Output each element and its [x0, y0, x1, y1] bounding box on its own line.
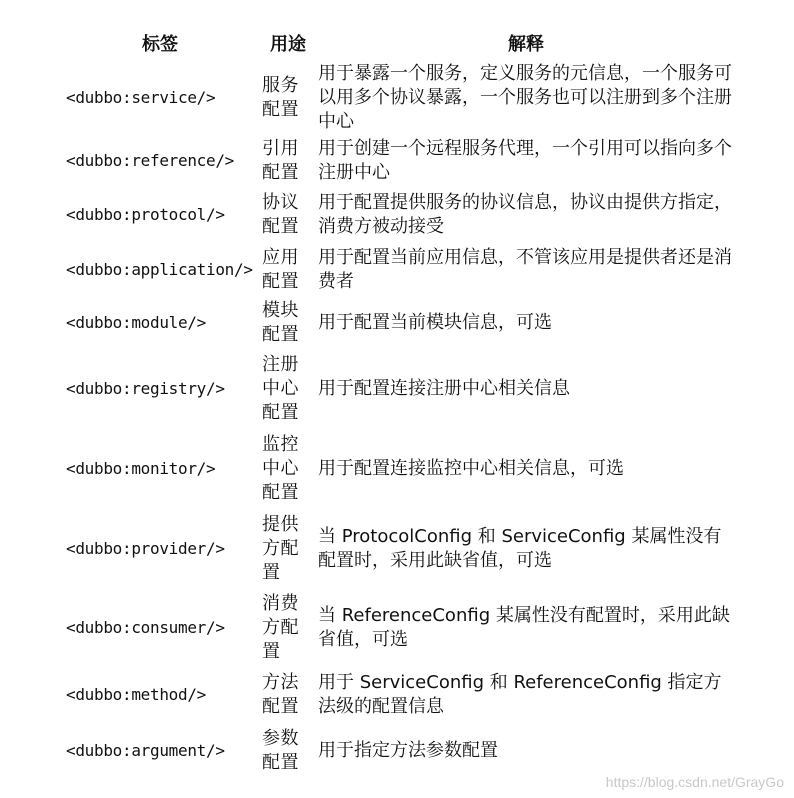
row-explain: 当 ProtocolConfig 和 ServiceConfig 某属性没有配置时，采用此缺省值，可选 [318, 526, 722, 571]
row-tag: <dubbo:method/> [66, 685, 206, 704]
table-row [60, 60, 736, 135]
row-usage: 应用配置 [262, 246, 299, 292]
row-usage: 消费方配置 [262, 593, 299, 662]
row-tag: <dubbo:monitor/> [66, 459, 216, 478]
table-row [60, 429, 736, 509]
row-tag: <dubbo:service/> [66, 87, 216, 107]
row-tag: <dubbo:reference/> [66, 151, 234, 170]
row-explain: 用于 ServiceConfig 和 ReferenceConfig 指定方法级的配置信息 [318, 672, 722, 717]
row-usage: 提供方配置 [262, 514, 299, 583]
row-usage: 方法配置 [262, 672, 299, 717]
row-usage: 协议配置 [262, 192, 299, 237]
row-usage: 监控中心配置 [262, 434, 299, 503]
table-header-row [60, 26, 736, 60]
row-usage: 服务配置 [262, 74, 299, 120]
row-usage: 模块配置 [262, 299, 299, 345]
row-tag: <dubbo:argument/> [66, 741, 225, 760]
table-row [60, 187, 736, 243]
table-row [60, 243, 736, 296]
row-explain: 用于暴露一个服务，定义服务的元信息，一个服务可以用多个协议暴露，一个服务也可以注册到多个注册中心 [318, 62, 732, 132]
row-tag: <dubbo:provider/> [66, 539, 225, 558]
row-explain: 用于指定方法参数配置 [318, 740, 498, 761]
row-usage: 参数配置 [262, 728, 299, 773]
watermark: https://blog.csdn.net/GrayGo [605, 774, 784, 790]
table-row [60, 667, 736, 723]
row-explain: 用于配置提供服务的协议信息，协议由提供方指定，消费方被动接受 [318, 192, 732, 237]
row-tag: <dubbo:registry/> [66, 379, 225, 398]
row-explain: 用于配置连接注册中心相关信息 [318, 378, 570, 399]
header-explain: 解释 [508, 34, 544, 55]
table-row [60, 589, 736, 667]
row-explain: 用于配置当前模块信息，可选 [318, 311, 552, 333]
row-tag: <dubbo:protocol/> [66, 205, 225, 224]
row-tag: <dubbo:consumer/> [66, 618, 225, 637]
table-row [60, 509, 736, 589]
row-tag: <dubbo:application/> [66, 259, 253, 279]
row-usage: 引用配置 [262, 138, 299, 183]
row-usage: 注册中心配置 [262, 354, 299, 423]
row-explain: 当 ReferenceConfig 某属性没有配置时，采用此缺省值，可选 [318, 605, 730, 650]
row-explain: 用于配置连接监控中心相关信息，可选 [318, 458, 624, 479]
row-tag: <dubbo:module/> [66, 312, 206, 332]
table-row [60, 296, 736, 349]
table-row [60, 349, 736, 429]
row-explain: 用于配置当前应用信息，不管该应用是提供者还是消费者 [318, 246, 732, 292]
table-row [60, 135, 736, 187]
header-usage: 用途 [270, 34, 306, 55]
row-explain: 用于创建一个远程服务代理，一个引用可以指向多个注册中心 [318, 138, 732, 183]
header-tag: 标签 [142, 34, 178, 55]
dubbo-config-table [60, 26, 736, 779]
table-row [60, 723, 736, 779]
